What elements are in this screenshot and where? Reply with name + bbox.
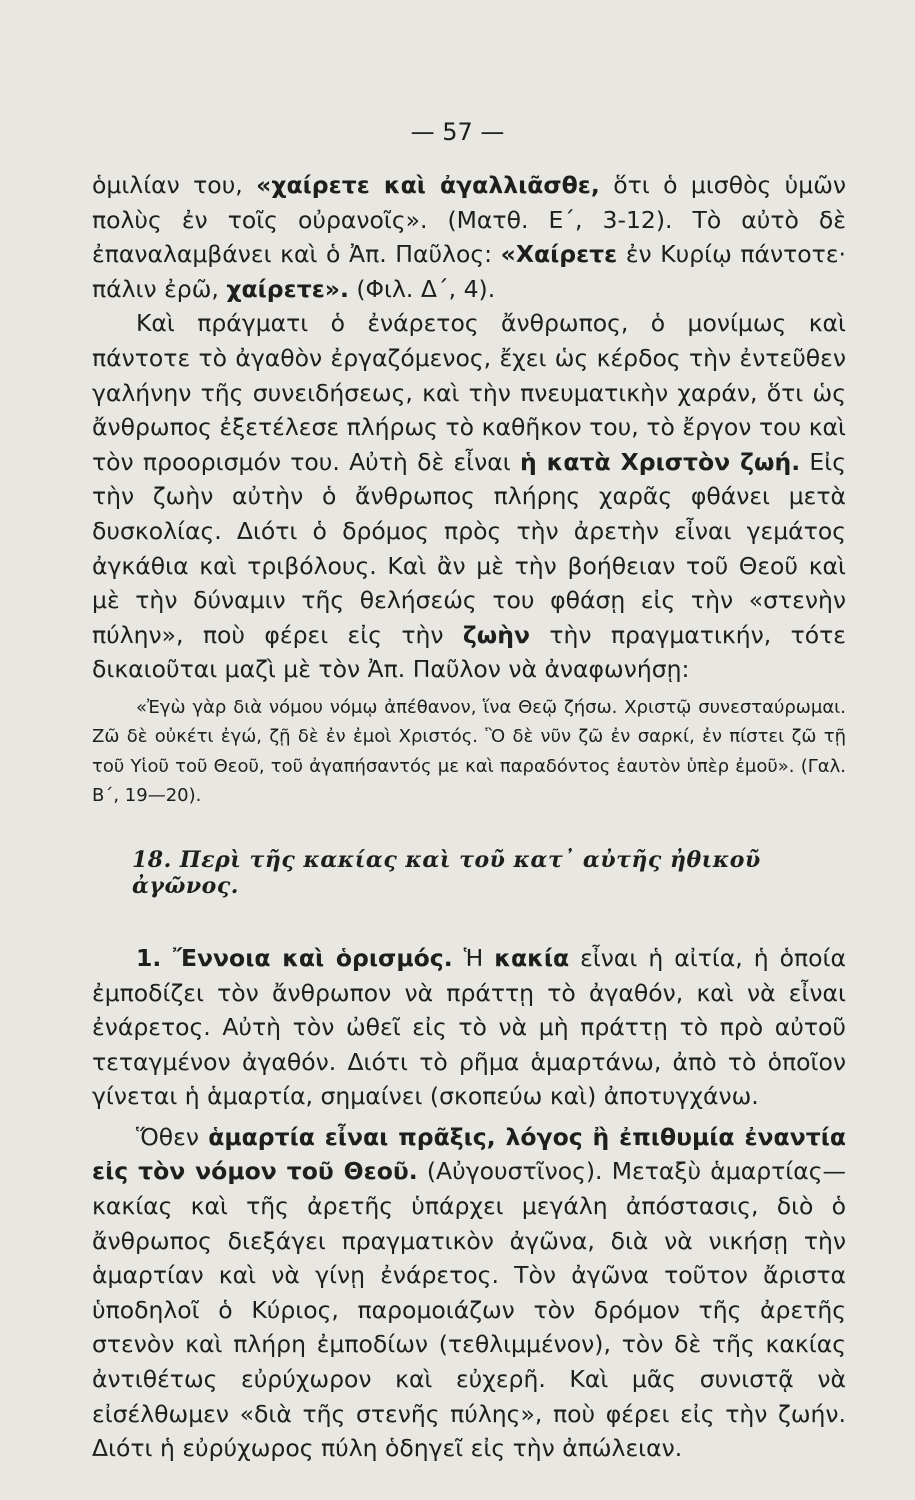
page-content (92, 168, 846, 1466)
text-run: Εἰς τὴν ζωὴν αὐτὴν ὁ ἄνθρωπος πλήρης χαρᾶς φθάνει μετὰ δυσκολίας. Διότι ὁ δρόμος πρὸς τὴν ἀρετὴν εἶναι γεμάτος ἀγκάθια καὶ τριβόλους. Καὶ ἂν μὲ τὴν βοήθειαν τοῦ Θεοῦ καὶ μὲ τὴν δύναμιν τῆς θελήσεώς του φθάσῃ εἰς τὴν «στενὴν πύλην», ποὺ φέρει εἰς τὴν (92, 447, 847, 649)
text-run: εἶναι ἡ αἰτία, ἡ ὁποία ἐμποδίζει τὸν ἄνθρωπον νὰ πράττῃ τὸ ἀγαθόν, καὶ νὰ εἶναι ἐνάρετος. Αὐτὴ τὸν ὠθεῖ εἰς τὸ νὰ μὴ πράττῃ τὸ πρὸ αὐτοῦ τεταγμένον ἀγαθόν. Διότι τὸ ρῆμα ἁμαρτάνω, ἀπὸ τὸ ὁποῖον γίνεται ἡ ἁμαρτία, σημαίνει (σκοπεύω καὶ) ἀποτυγχάνω. (92, 943, 846, 1111)
bold-text: ζωὴν (462, 620, 530, 649)
bold-text: «χαίρετε καὶ ἀγαλλιᾶσθε, (256, 171, 600, 199)
paragraph-3 (92, 941, 846, 1114)
bold-text: ἁμαρτία εἶναι πρᾶξις, λόγος ἢ ἐπιθυμία ἐναντία εἰς τὸν νόμον τοῦ Θεοῦ. (92, 1122, 846, 1186)
text-run: ὅτι ὁ μισθὸς ὑμῶν πολὺς ἐν τοῖς οὐρανοῖς». (Ματθ. Ε΄, 3-12). Τὸ αὐτὸ δὲ ἐπαναλαμβάνει καὶ ὁ Ἀπ. Παῦλος: (92, 171, 847, 269)
paragraph-1 (92, 168, 846, 306)
text-run: Καὶ πράγματι ὁ ἐνάρετος ἄνθρωπος, ὁ μονίμως καὶ πάντοτε τὸ ἀγαθὸν ἐργαζόμενος, ἔχει ὡς κέρδος τὴν ἐντεῦθεν γαλήνην τῆς συνειδήσεως, καὶ τὴν πνευματικὴν χαράν, ὅτι ὡς ἄνθρωπος ἐξετέλεσε πλήρως τὸ καθῆκον του, τὸ ἔργον του καὶ τὸν προορισμόν του. Αὐτὴ δὲ εἶναι (92, 309, 846, 476)
bold-text: ἡ κατὰ Χριστὸν ζωή. (519, 447, 801, 476)
text-run: Ἡ (452, 943, 495, 972)
bold-text: «Χαίρετε (500, 240, 618, 269)
paragraph-2 (92, 306, 846, 687)
text-run: ὁμιλίαν του, (92, 171, 257, 199)
scripture-quote: «Ἐγὼ γὰρ διὰ νόμου νόμῳ ἀπέθανον, ἵνα Θεῷ ζήσω. Χριστῷ συνεσταύρωμαι. Ζῶ δὲ οὐκέτι ἐγώ, ζῇ δὲ ἐν ἐμοὶ Χριστός. Ὃ δὲ νῦν ζῶ ἐν σαρκί, ἐν πίστει ζῶ τῇ τοῦ Υἱοῦ τοῦ Θεοῦ, τοῦ ἀγαπήσαντός με καὶ παραδόντος ἑαυτὸν ὑπὲρ ἐμοῦ». (Γαλ. Β΄, 19—20). (92, 696, 846, 807)
text-run: (Αὐγουστῖνος). Μεταξὺ ἁμαρτίας—κακίας καὶ τῆς ἀρετῆς ὑπάρχει μεγάλη ἀπόστασις, διὸ ὁ ἄνθρωπος διεξάγει πραγματικὸν ἀγῶνα, διὰ νὰ νικήσῃ τὴν ἁμαρτίαν καὶ νὰ γίνῃ ἐνάρετος. Τὸν ἀγῶνα τοῦτον ἄριστα ὑποδηλοῖ ὁ Κύριος, παρομοιάζων τὸν δρόμον τῆς ἀρετῆς στενὸν καὶ πλήρη ἐμποδίων (τεθλιμμένον), τὸν δὲ τῆς κακίας ἀντιθέτως εὐρύχωρον καὶ εὐχερῆ. Καὶ μᾶς συνιστᾷ νὰ εἰσέλθωμεν «διὰ τῆς στενῆς πύλης», ποὺ φέρει εἰς τὴν ζωήν. Διότι ἡ εὐρύχωρος πύλη ὁδηγεῖ εἰς τὴν ἀπώλειαν. (92, 1157, 846, 1463)
bold-text: κακία (494, 943, 570, 972)
text-run: τὴν πραγματικήν, τότε δικαιοῦται μαζὶ μὲ τὸν Ἀπ. Παῦλον νὰ ἀναφωνήσῃ: (92, 620, 846, 684)
text-run: (Φιλ. Δ΄, 4). (348, 274, 496, 303)
bold-text: χαίρετε». (226, 274, 349, 303)
page-number: — 57 — (410, 118, 505, 146)
text-run: ἐν Κυρίῳ πάντοτε· πάλιν ἐρῶ, (92, 240, 846, 303)
paragraph-4 (92, 1120, 846, 1466)
section-heading: 18. Περὶ τῆς κακίας καὶ τοῦ κατ᾽ αὐτῆς ἠθικοῦ ἀγῶνος. (132, 846, 761, 899)
bold-text: 1. Ἔννοια καὶ ὁρισμός. (136, 943, 453, 972)
text-run: Ὅθεν (136, 1122, 209, 1151)
